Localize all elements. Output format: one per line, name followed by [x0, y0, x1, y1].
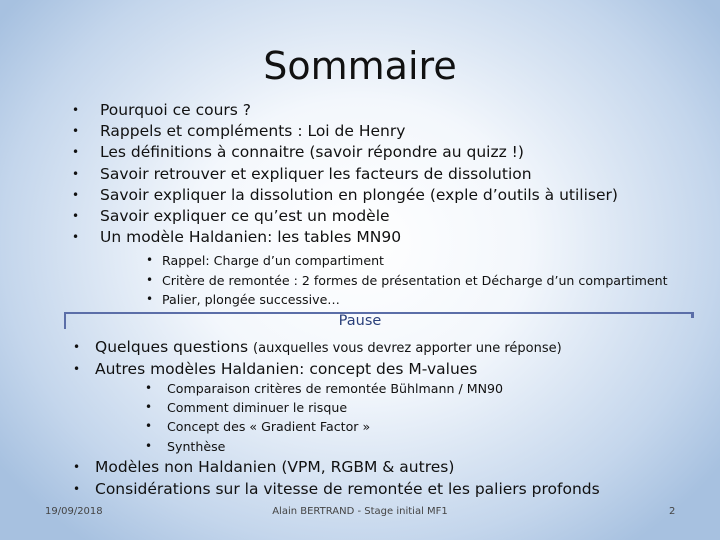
bullet-icon: • [145, 400, 153, 415]
list-item: • Autres modèles Haldanien: concept des M-values [95, 359, 562, 380]
list-item: • Critère de remontée : 2 formes de présentation et Décharge d’un compartiment [162, 271, 668, 291]
bullet-icon: • [145, 381, 153, 395]
list-item: • Synthèse [167, 437, 503, 456]
list-item: • Pourquoi ce cours ? [100, 100, 618, 121]
bullet-icon: • [72, 124, 80, 139]
bullet-icon: • [72, 103, 80, 117]
bullet-icon: • [73, 482, 81, 496]
summary-list [72, 100, 618, 248]
summary-list-part3 [73, 456, 600, 500]
bullet-icon: • [145, 438, 153, 453]
summary-list-part2 [73, 337, 562, 380]
list-item: • Considérations sur la vitesse de remontée et les paliers profonds [73, 480, 600, 498]
list-item: • Rappel: Charge d’un compartiment [162, 251, 668, 271]
list-item: • Quelques questions (auxquelles vous devrez apporter une réponse) [95, 337, 562, 359]
slide-title: Sommaire [263, 44, 457, 88]
list-item: • Un modèle Haldanien: les tables MN90 [100, 227, 618, 248]
list-item: • Palier, plongée successive… [162, 290, 668, 310]
list-item: • Les définitions à connaitre (savoir répondre au quizz !) [100, 142, 618, 163]
pause-label: Pause [338, 313, 382, 329]
list-item: • Concept des « Gradient Factor » [167, 417, 503, 436]
bullet-icon: • [72, 230, 80, 245]
haldanian-sublist [146, 251, 668, 310]
bullet-icon: • [73, 340, 81, 354]
list-item: • Modèles non Haldanien (VPM, RGBM & autres) [73, 458, 455, 476]
bullet-icon: • [146, 272, 154, 287]
bullet-icon: • [146, 253, 154, 267]
bullet-icon: • [72, 187, 80, 202]
footer-page-number: 2 [669, 506, 676, 517]
bullet-icon: • [72, 145, 80, 160]
m-values-sublist [145, 379, 504, 456]
footer-author: Alain BERTRAND - Stage initial MF1 [272, 506, 448, 517]
list-item: • Savoir expliquer ce qu’est un modèle [100, 206, 618, 227]
bullet-icon: • [145, 419, 153, 434]
footer-date: 19/09/2018 [45, 506, 103, 517]
bullet-icon: • [72, 209, 80, 224]
bullet-icon: • [73, 362, 81, 377]
bullet-icon: • [146, 292, 154, 307]
list-item: • Savoir retrouver et expliquer les facteurs de dissolution [100, 164, 618, 185]
bullet-icon: • [73, 460, 81, 474]
list-item: • Savoir expliquer la dissolution en plongée (exple d’outils à utiliser) [100, 185, 618, 206]
list-item: • Comparaison critères de remontée Bühlmann / MN90 [167, 379, 503, 398]
list-item: • Rappels et compléments : Loi de Henry [100, 121, 618, 142]
list-item: • Comment diminuer le risque [167, 398, 503, 417]
bullet-icon: • [72, 166, 80, 181]
